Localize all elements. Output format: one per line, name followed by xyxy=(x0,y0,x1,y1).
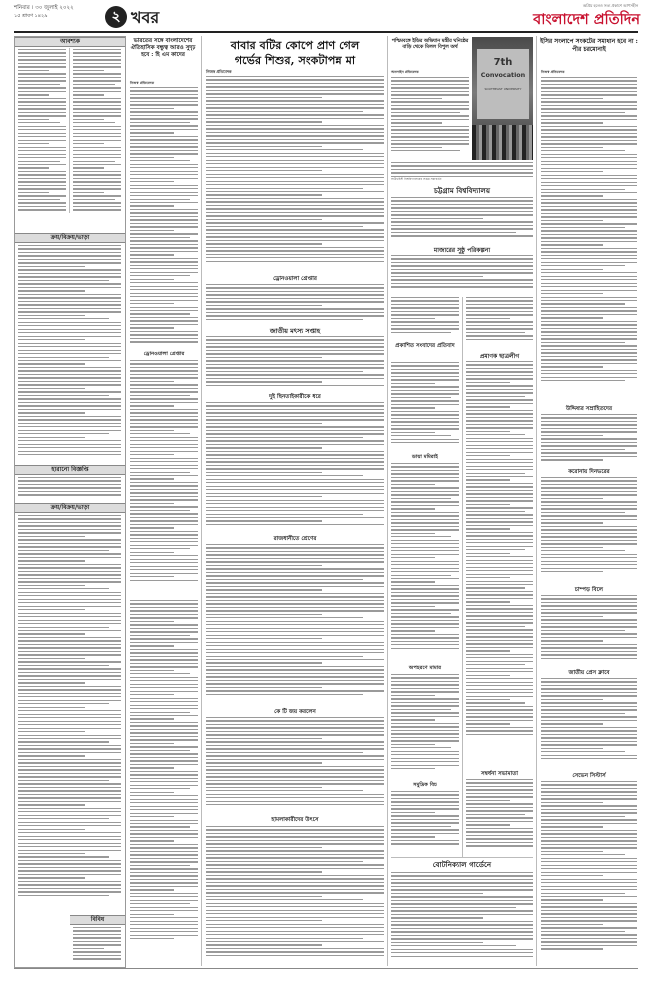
dumped-headline: অপহরণে মামার xyxy=(408,665,442,671)
article-india-headline: ভারতের সঙ্গে বাংলাদেশের ঐতিহাসিক বন্ধুত্ব আরও সুদৃঢ় হবে : হি এম কাদের xyxy=(130,38,196,59)
attackers-headline: হামলাকারীদের উৎসে xyxy=(271,817,319,823)
lead-byline: নিজস্ব প্রতিবেদক xyxy=(206,69,232,74)
dengue-body xyxy=(206,336,384,391)
classified-text-misc xyxy=(73,927,121,964)
classified-heading-misc: বিবিধ xyxy=(70,915,125,925)
university-headline: চট্টগ্রাম বিশ্ববিদ্যালয় xyxy=(433,186,491,195)
dumped-body xyxy=(391,674,459,779)
side-2-body xyxy=(541,477,637,582)
page-number: ২ xyxy=(111,9,121,25)
cricket-headline: দুই ছিনতাইকারীকে ধরে xyxy=(269,394,321,400)
brand-logo: বাংলাদেশ প্রতিদিন xyxy=(533,12,640,28)
attackers-body xyxy=(206,826,384,964)
brand-tagline: অপ্রিয় হলেও সত্য প্রকাশে আপসহীন xyxy=(582,3,638,8)
trade-body xyxy=(466,361,533,766)
rajshahi-headline: রাজধানীতে শ্রেণের xyxy=(273,536,317,542)
rescued-headline: সমুদ্রিক বিচ xyxy=(413,782,437,788)
classified-heading-wanted: আবশ্যক xyxy=(15,37,125,47)
who-killed-body xyxy=(206,717,384,812)
side-5-headline: সেভেন সিস্টার্স xyxy=(572,773,606,779)
masthead-rule xyxy=(14,31,638,33)
column-separator-3 xyxy=(462,297,463,857)
article-drone-left-body xyxy=(130,360,198,585)
zone-headline: বোটনিক্যাল গার্ডেনে xyxy=(432,860,492,869)
trade-top-body xyxy=(466,297,533,347)
cricket-body xyxy=(206,402,384,532)
mp-body xyxy=(541,77,637,402)
publication-body xyxy=(391,362,459,452)
zone-body xyxy=(391,872,533,964)
column-separator-2 xyxy=(387,36,388,966)
article-india-byline: নিজস্ব প্রতিবেদক xyxy=(130,81,155,85)
police-raid-byline: অনলাইন প্রতিবেদক xyxy=(391,70,419,74)
student-headline: ডায়া মমিরাই xyxy=(412,454,438,460)
article-drone-headline-left: ড্রোনওয়ালা গ্রেপ্তার xyxy=(143,351,185,357)
lead-body xyxy=(206,76,384,271)
trade-headline: প্রমাণক ছাত্রলীগ xyxy=(479,353,520,360)
classified-col-sep xyxy=(69,48,70,213)
article-india-body xyxy=(130,87,198,347)
who-killed-headline: কে টি জয় করলেন xyxy=(274,709,316,715)
classified-heading-buy-sell: ক্রয়/বিক্রয়/ভাড়া xyxy=(15,233,125,243)
grand-headline: সম্বর্ধনা সভামাতা xyxy=(480,771,519,777)
mp-headline: ইসির সংলাপে সংকটের সমাধান হবে না : পীর চরমোনাই xyxy=(540,38,638,53)
classified-text-lost xyxy=(18,477,121,499)
photo-banner-convocation: Convocation xyxy=(480,71,526,79)
side-1-headline: উদ্দিষ্যর সম্রাহিতদের xyxy=(565,406,613,412)
parliament-body xyxy=(391,255,533,293)
university-body xyxy=(391,197,533,241)
photo-banner-7th: 7th xyxy=(493,57,513,68)
mp-byline: নিজস্ব প্রতিবেদক xyxy=(541,70,565,74)
drone-body xyxy=(206,284,384,324)
date-line: শনিবার । ৩০ জুলাই ২০২২ xyxy=(14,5,74,11)
police-raid-body xyxy=(391,77,469,159)
side-5-body xyxy=(541,781,637,964)
classified-text-buy-sell xyxy=(18,245,121,460)
classified-text-wanted xyxy=(18,49,66,214)
classified-text-wanted-2 xyxy=(73,49,121,214)
lead-headline-line-1: বাবার বটির কোপে প্রাণ গেল xyxy=(230,38,360,52)
police-raid-headline: পশ্চিমবঙ্গে ইডির অভিযান মন্ত্রীর ঘনিষ্ঠের বাড়ি থেকে মিলল বিপুল অর্থ xyxy=(391,38,469,51)
article-left-col-body-2 xyxy=(130,600,198,960)
classified-heading-buy-sell-2: ক্রয়/বিক্রয়/ভাড়া xyxy=(15,503,125,513)
drone-headline: ড্রোনওয়ালা গ্রেপ্তার xyxy=(273,276,317,282)
side-2-headline: করোনায় দিনভরের xyxy=(568,469,610,475)
photo-banner-university: SOUTHEAST UNIVERSITY xyxy=(484,87,522,91)
zone-rule xyxy=(391,857,533,858)
side-3-body xyxy=(541,595,637,665)
side-4-body xyxy=(541,678,637,768)
date-line-2: ১৫ শ্রাবণ ১৪২৯ xyxy=(14,13,48,19)
classified-heading-lost: হারানো বিজ্ঞপ্তি xyxy=(15,465,125,475)
photo-audience-row xyxy=(472,125,533,160)
page-number-badge xyxy=(105,6,127,28)
parliament-headline: মাজারের সুষ্ঠু পরিকল্পনা xyxy=(433,247,491,254)
grand-body xyxy=(466,779,533,853)
publication-headline: প্রকাশিত সংবাদের প্রতিবাদ xyxy=(395,343,455,349)
section-label: খবর xyxy=(131,8,160,27)
side-4-headline: জাতীয় প্রেস ক্লাবে xyxy=(568,670,610,676)
convocation-photo xyxy=(472,37,533,160)
student-body xyxy=(391,463,459,663)
dengue-headline: জাতীয় মৎস্য সপ্তাহ xyxy=(269,327,321,335)
side-3-headline: চাম্পড় বিলে xyxy=(574,587,604,593)
column-separator-1 xyxy=(201,36,202,966)
column-separator-4 xyxy=(536,36,537,966)
rescued-body xyxy=(391,791,459,851)
photo-caption-text: সাউথইস্ট বিশ্ববিদ্যালয়ের সপ্তম সমাবর্তন xyxy=(391,177,442,181)
rajshahi-body xyxy=(206,544,384,704)
page-bottom-rule xyxy=(14,968,638,969)
classified-text-buy-sell-2 xyxy=(18,515,121,910)
photo-caption xyxy=(391,162,533,178)
side-1-body xyxy=(541,414,637,464)
lead-headline-line-2: গর্ভের শিশুর, সংকটাপন্ন মা xyxy=(234,53,356,67)
publication-body-top xyxy=(391,297,459,337)
